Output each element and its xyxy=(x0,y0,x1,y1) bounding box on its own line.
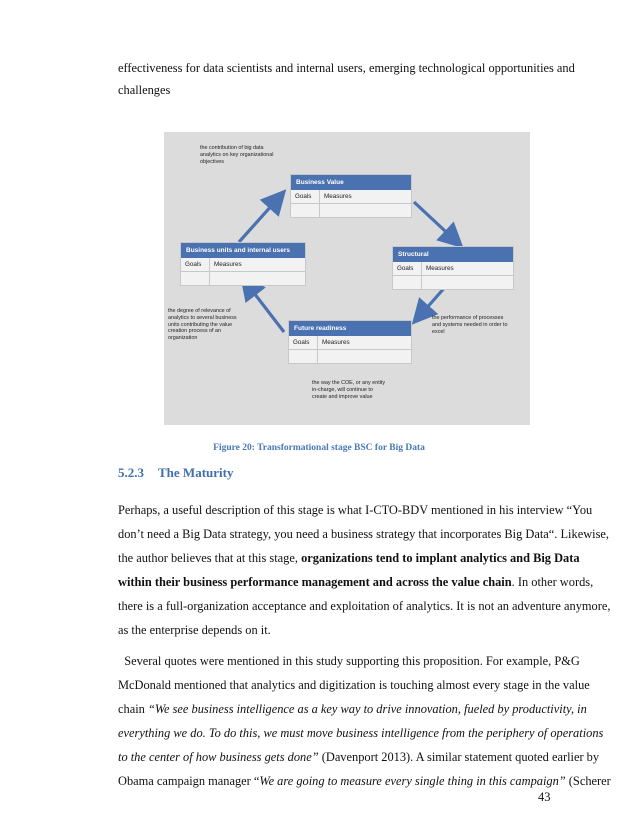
p1-line-4: within their business performance management and across the value chain. In other words, xyxy=(118,575,594,589)
goals-cell: Goals xyxy=(393,262,422,275)
box-future-readiness xyxy=(288,320,412,364)
goals-cell: Goals xyxy=(181,258,210,271)
p1-line-2: don’t need a Big Data strategy, you need a business strategy that incorporates Big Data“. Likewise, xyxy=(118,527,610,541)
bsc-figure xyxy=(164,132,530,425)
p1-line-1: Perhaps, a useful description of this stage is what I-CTO-BDV mentioned in his interview “You xyxy=(118,503,593,517)
p2-line-5: to the center of how business gets done” (Davenport 2013). A similar statement quoted earlier by xyxy=(118,750,600,764)
emphasis: within their business performance management and across the value chain xyxy=(118,575,512,589)
figure-caption: Figure 20: Transformational stage BSC for Big Data xyxy=(213,443,425,453)
p1-line-5: there is a full-organization acceptance and exploitation of analytics. It is not an adventure anymore, xyxy=(118,599,611,613)
section-title: The Maturity xyxy=(158,465,234,480)
section-heading xyxy=(118,465,233,481)
measures-cell: Measures xyxy=(322,339,350,346)
p2-line-1: Several quotes were mentioned in this study supporting this proposition. For example, P&G xyxy=(118,654,580,668)
measures-cell: Measures xyxy=(426,265,454,272)
intro-line-2: challenges xyxy=(118,83,171,97)
quote: everything we do. To do this, we must move business intelligence from the periphery of operations xyxy=(118,726,604,740)
box-business-value xyxy=(290,174,412,218)
quote: “We see business intelligence as a key way to drive innovation, fueled by productivity, in xyxy=(147,702,587,716)
note-top-left: the contribution of big data analytics on key organizational objectives xyxy=(200,145,274,165)
arrow-future-to-units xyxy=(244,280,284,332)
intro-line-1: effectiveness for data scientists and internal users, emerging technological opportunities and xyxy=(118,61,575,75)
arrow-value-to-structural xyxy=(414,202,459,244)
emphasis: organizations tend to implant analytics and Big Data xyxy=(301,551,580,565)
box-title: Structural xyxy=(393,247,513,262)
goals-cell: Goals xyxy=(289,336,318,349)
measures-cell: Measures xyxy=(324,193,352,200)
measures-cell: Measures xyxy=(214,261,242,268)
note-right: the performance of processes and systems needed in order to excel xyxy=(432,315,508,335)
box-business-units xyxy=(180,242,306,286)
quote: to the center of how business gets done” xyxy=(118,750,319,764)
quote: We are going to measure every single thing in this campaign” xyxy=(259,774,566,788)
box-title: Business units and internal users xyxy=(181,243,305,258)
p1-line-3: the author believes that at this stage, organizations tend to implant analytics and Big Data xyxy=(118,551,580,565)
note-bottom: the way the COE, or any entity in-charge, will continue to create and improve value xyxy=(312,380,386,400)
box-title: Future readiness xyxy=(289,321,411,336)
box-title: Business Value xyxy=(291,175,411,190)
p2-line-4 xyxy=(118,725,604,741)
box-structural xyxy=(392,246,514,290)
p1-line-6: as the enterprise depends on it. xyxy=(118,623,271,637)
arrow-units-to-value xyxy=(239,194,282,242)
p2-line-3: chain “We see business intelligence as a key way to drive innovation, fueled by productivity, in xyxy=(118,702,587,716)
goals-cell: Goals xyxy=(291,190,320,203)
page-number: 43 xyxy=(538,790,551,804)
note-bottom-left: the degree of relevance of analytics to several business units contributing the value creation process of an organization xyxy=(168,308,237,342)
p2-line-6: Obama campaign manager “We are going to measure every single thing in this campaign” (Scherer xyxy=(118,774,611,788)
p2-line-2: McDonald mentioned that analytics and digitization is touching almost every stage in the value xyxy=(118,678,590,692)
section-number: 5.2.3 xyxy=(118,465,144,480)
